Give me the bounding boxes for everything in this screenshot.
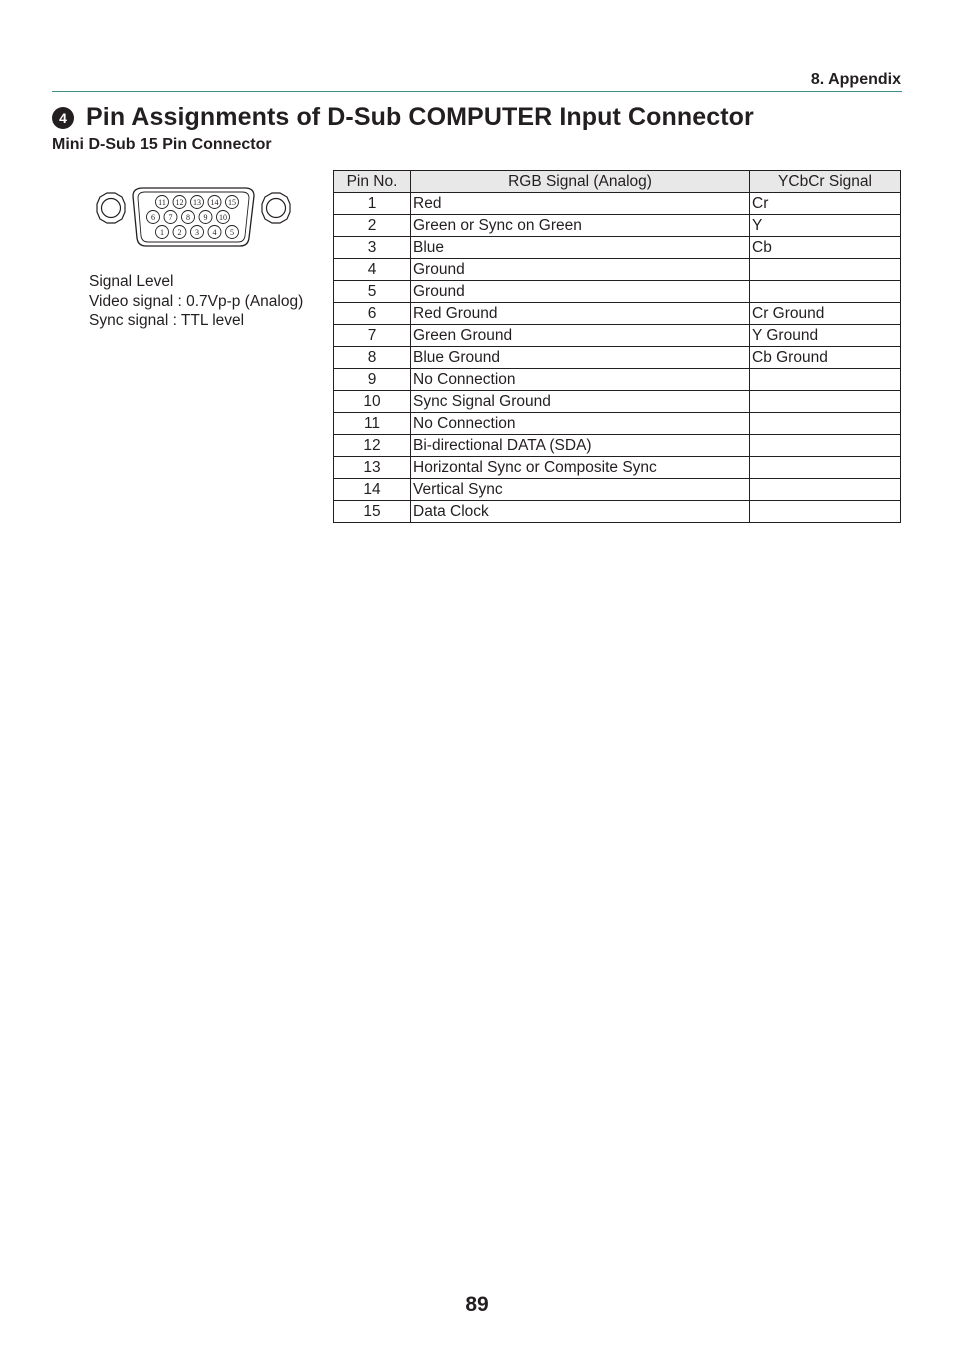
pin-number-cell: 5 <box>334 281 411 303</box>
connector-pin-label: 4 <box>212 228 217 237</box>
table-row <box>334 347 901 369</box>
connector-pin <box>217 211 230 224</box>
table-row <box>334 479 901 501</box>
ycbcr-signal-cell <box>750 281 901 303</box>
pin-number-cell: 13 <box>334 457 411 479</box>
header-rgb-signal: RGB Signal (Analog) <box>411 171 750 193</box>
pin-number-cell: 12 <box>334 435 411 457</box>
connector-pin <box>173 196 186 209</box>
connector-pin-label: 6 <box>151 213 155 222</box>
ycbcr-signal-cell <box>750 457 901 479</box>
ycbcr-signal-cell <box>750 259 901 281</box>
connector-pins <box>147 196 239 239</box>
table-row <box>334 457 901 479</box>
header-rule <box>52 91 902 92</box>
connector-pin-label: 9 <box>203 213 208 222</box>
ycbcr-signal-cell: Cr <box>750 193 901 215</box>
ycbcr-signal-cell: Cb <box>750 237 901 259</box>
rgb-signal-cell: Sync Signal Ground <box>411 391 750 413</box>
pin-number-cell: 7 <box>334 325 411 347</box>
connector-pin-label: 3 <box>195 228 199 237</box>
connector-pin <box>156 226 169 239</box>
connector-pin <box>191 196 204 209</box>
connector-pin-label: 1 <box>160 228 164 237</box>
pin-number-cell: 9 <box>334 369 411 391</box>
pin-number-cell: 4 <box>334 259 411 281</box>
ycbcr-signal-cell <box>750 501 901 523</box>
connector-pin-label: 7 <box>168 213 173 222</box>
table-row <box>334 413 901 435</box>
rgb-signal-cell: No Connection <box>411 369 750 391</box>
ycbcr-signal-cell <box>750 369 901 391</box>
page-title <box>52 103 754 132</box>
table-row <box>334 215 901 237</box>
connector-pin-label: 12 <box>175 198 184 207</box>
table-row <box>334 281 901 303</box>
connector-pin-label: 14 <box>210 198 219 207</box>
title-text: Pin Assignments of D-Sub COMPUTER Input Connector <box>86 103 754 131</box>
rgb-signal-cell: Ground <box>411 281 750 303</box>
rgb-signal-cell: Blue Ground <box>411 347 750 369</box>
signal-level-heading: Signal Level <box>89 273 174 290</box>
rgb-signal-cell: Blue <box>411 237 750 259</box>
ycbcr-signal-cell: Y Ground <box>750 325 901 347</box>
header-pin-no: Pin No. <box>334 171 411 193</box>
table-row <box>334 237 901 259</box>
connector-pin-label: 10 <box>219 213 227 222</box>
connector-pin <box>226 196 239 209</box>
ycbcr-signal-cell <box>750 435 901 457</box>
pin-assignment-table <box>333 170 901 523</box>
connector-pin <box>208 226 221 239</box>
connector-pin <box>156 196 169 209</box>
pin-number-cell: 1 <box>334 193 411 215</box>
connector-pin <box>191 226 204 239</box>
section-label: 8. Appendix <box>810 71 901 88</box>
header-ycbcr-signal: YCbCr Signal <box>750 171 901 193</box>
page-number: 89 <box>465 1293 489 1316</box>
connector-pin <box>226 226 239 239</box>
pin-number-cell: 14 <box>334 479 411 501</box>
table-row <box>334 501 901 523</box>
connector-pin-label: 13 <box>193 198 201 207</box>
rgb-signal-cell: Ground <box>411 259 750 281</box>
left-screw-icon <box>97 193 125 223</box>
table-header-row <box>334 171 901 193</box>
connector-pin-label: 8 <box>186 213 190 222</box>
signal-level-block <box>89 272 303 331</box>
pin-number-cell: 11 <box>334 413 411 435</box>
rgb-signal-cell: Red Ground <box>411 303 750 325</box>
rgb-signal-cell: Red <box>411 193 750 215</box>
rgb-signal-cell: Horizontal Sync or Composite Sync <box>411 457 750 479</box>
connector-pin <box>199 211 212 224</box>
connector-pin-label: 5 <box>230 228 234 237</box>
subtitle: Mini D-Sub 15 Pin Connector <box>52 136 272 153</box>
connector-pin-label: 2 <box>177 228 182 237</box>
pin-number-cell: 3 <box>334 237 411 259</box>
sync-signal-text: Sync signal : TTL level <box>89 312 245 329</box>
table-row <box>334 435 901 457</box>
connector-pin-label: 11 <box>158 198 166 207</box>
pin-number-cell: 8 <box>334 347 411 369</box>
dsub-connector-diagram <box>88 186 300 250</box>
table-row <box>334 303 901 325</box>
connector-pin <box>173 226 186 239</box>
connector-pin <box>182 211 195 224</box>
ycbcr-signal-cell: Y <box>750 215 901 237</box>
pin-number-cell: 15 <box>334 501 411 523</box>
pin-number-cell: 10 <box>334 391 411 413</box>
table-row <box>334 259 901 281</box>
pin-number-cell: 6 <box>334 303 411 325</box>
video-signal-text: Video signal : 0.7Vp-p (Analog) <box>89 292 304 310</box>
table-row <box>334 391 901 413</box>
rgb-signal-cell: No Connection <box>411 413 750 435</box>
ycbcr-signal-cell <box>750 413 901 435</box>
connector-pin <box>164 211 177 224</box>
table-row <box>334 325 901 347</box>
table-row <box>334 193 901 215</box>
pin-number-cell: 2 <box>334 215 411 237</box>
rgb-signal-cell: Vertical Sync <box>411 479 750 501</box>
rgb-signal-cell: Green Ground <box>411 325 750 347</box>
ycbcr-signal-cell: Cb Ground <box>750 347 901 369</box>
table-row <box>334 369 901 391</box>
rgb-signal-cell: Bi-directional DATA (SDA) <box>411 435 750 457</box>
rgb-signal-cell: Data Clock <box>411 501 750 523</box>
ycbcr-signal-cell: Cr Ground <box>750 303 901 325</box>
connector-pin <box>208 196 221 209</box>
ycbcr-signal-cell <box>750 479 901 501</box>
connector-pin-label: 15 <box>228 198 236 207</box>
ycbcr-signal-cell <box>750 391 901 413</box>
rgb-signal-cell: Green or Sync on Green <box>411 215 750 237</box>
right-screw-icon <box>262 193 290 223</box>
connector-pin <box>147 211 160 224</box>
step-number-badge: 4 <box>52 107 74 129</box>
